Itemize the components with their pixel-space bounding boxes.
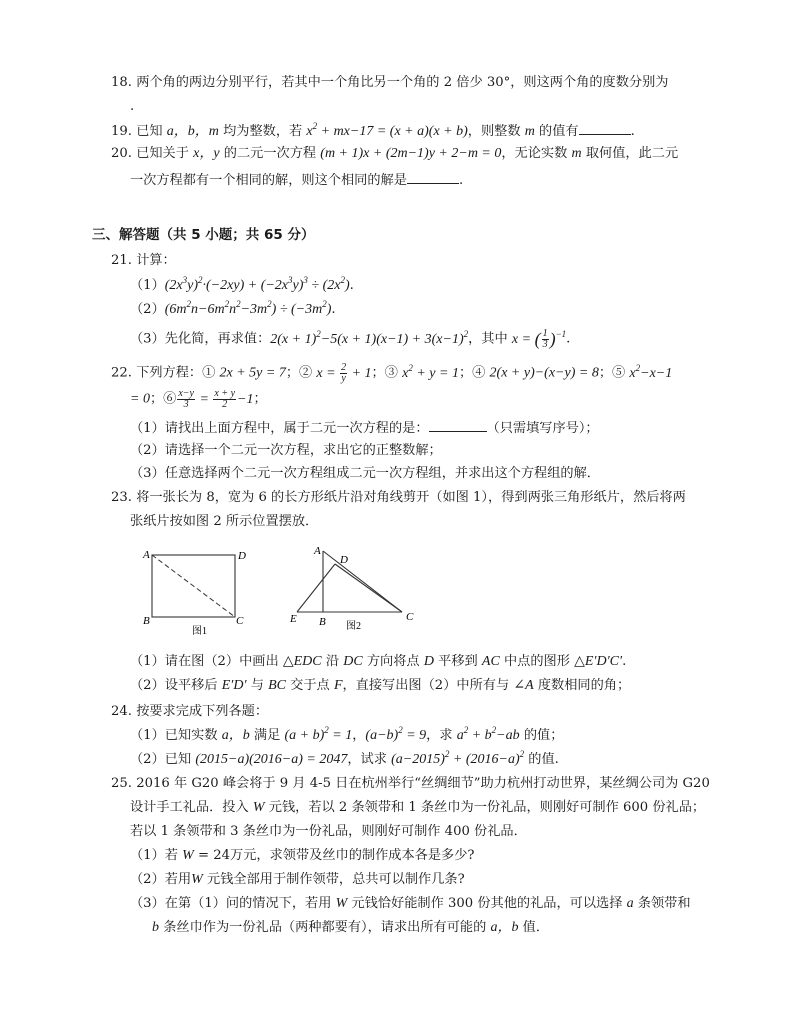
- q21-end: .: [349, 278, 354, 293]
- q20-text: 已知关于: [136, 146, 194, 161]
- q25-text: 元钱全部用于制作领带，总共可以制作几条?: [202, 872, 465, 887]
- q25-text: 条领带和: [633, 896, 691, 911]
- q25-part1: [130, 847, 475, 865]
- q25-text: 值．: [518, 920, 550, 935]
- q25-part3-line2: [152, 919, 549, 937]
- q22-circle-num: ②: [299, 365, 313, 381]
- q21-end: .: [566, 331, 571, 347]
- q25-text: 元钱，若以 2 条领带和 1 条丝巾为一份礼品，则刚好可制作 600 份礼品；: [264, 800, 706, 815]
- fig1-label-c: C: [236, 615, 244, 627]
- q20-text: 的二元一次方程: [219, 146, 321, 161]
- fig2-label-a: A: [314, 545, 321, 557]
- q24-text: （1）已知实数: [130, 728, 222, 743]
- q22-line1: [111, 363, 672, 384]
- q18-number: 18.: [111, 75, 132, 90]
- q22-eq4: 2(x + y)−(x−y) = 8: [489, 365, 599, 381]
- q23-text: 方向将点: [362, 654, 424, 669]
- q23-text: 将一张长为 8，宽为 6 的长方形纸片沿对角线剪开（如图 1），得到两张三角形纸片，然后将两: [136, 490, 686, 505]
- fig2-label-d: D: [340, 554, 348, 566]
- q23-math: F: [333, 678, 343, 693]
- q23-part2: [130, 677, 630, 695]
- q23-math: D: [423, 654, 434, 669]
- q21-expr2: $(6m^2n-6m^2n^2-3m^2) \div (-3m^2)$: [164, 299, 332, 317]
- q22-sep: ；: [458, 365, 473, 381]
- q23-line2: 张纸片按如图 2 所示位置摆放．: [130, 514, 319, 529]
- q23-math: △E′D′C′: [574, 654, 623, 669]
- q22-circle-num: ⑥: [163, 391, 177, 407]
- q21-part3: [130, 329, 570, 350]
- q20-vars: x，y: [193, 146, 220, 161]
- q24-title: [111, 703, 268, 721]
- q22-sep: ；: [253, 391, 267, 407]
- q22-part2: （2）请选择一个二元一次方程，求出它的正整数解；: [130, 443, 442, 458]
- q22-answer-blank[interactable]: [429, 418, 487, 432]
- q22-text: 下列方程：: [136, 365, 203, 381]
- q19-text: 均为整数，若: [218, 124, 307, 139]
- q20-answer-blank[interactable]: [407, 170, 459, 184]
- q20-line2: [130, 170, 463, 190]
- q24-text: 按要求完成下列各题：: [136, 704, 269, 719]
- fig2-side-ed: [297, 564, 335, 612]
- q21-text: ，其中: [468, 331, 512, 347]
- fig1-label-a: A: [143, 549, 150, 561]
- q25-text: 元钱恰好能制作 300 份其他的礼品，可以选择: [347, 896, 627, 911]
- q23-math: BC: [268, 678, 286, 693]
- q22-sep: ；: [285, 365, 300, 381]
- q21-part-label: （2）: [130, 302, 165, 317]
- q23-text: （2）设平移后: [130, 678, 222, 693]
- q21-part-label: （3）先化简，再求值：: [130, 331, 271, 347]
- q23-math: △EDC: [282, 654, 322, 669]
- q25-math: b: [152, 920, 159, 935]
- q19: [111, 121, 635, 141]
- q19-vars: a，b，m: [166, 124, 219, 139]
- q19-var: m: [524, 124, 535, 139]
- q22-part-text: （只需填写序号）；: [486, 421, 599, 436]
- q23-math: AC: [481, 654, 500, 669]
- q22-eq5a: $x^2-x-1$: [629, 362, 673, 381]
- figure-2: [289, 545, 414, 632]
- q22-number: 22.: [111, 365, 132, 381]
- q23-end: .: [622, 654, 627, 669]
- q23-line1: [111, 489, 686, 507]
- q22-eq6: $\frac{x-y}{3}$ = $\frac{x + y}{2}$ −1: [178, 388, 254, 410]
- q18-end: .: [130, 99, 135, 114]
- q20-text: 取何值，此二元: [581, 146, 679, 161]
- figure-1: [142, 549, 246, 637]
- q24-part2: [130, 751, 559, 769]
- q20-text: 一次方程都有一个相同的解，则这个相同的解是: [130, 173, 407, 188]
- q24-text: 满足: [249, 728, 285, 743]
- q25-text: 2016 年 G20 峰会将于 9 月 4-5 日在杭州举行“丝绸细节”助力杭州打动世界，某丝绸公司为 G20: [136, 776, 710, 791]
- q23-text: 平移到: [433, 654, 482, 669]
- q23-text: （1）请在图（2）中画出: [130, 654, 283, 669]
- q23-math: ∠A: [513, 678, 534, 693]
- fig2-side-dc: [335, 564, 402, 612]
- fig2-label-e: E: [290, 613, 297, 625]
- q25-text: = 24万元，求领带及丝巾的制作成本各是多少?: [193, 848, 475, 863]
- q22-circle-num: ①: [202, 365, 216, 381]
- fig1-diagonal: [152, 555, 235, 617]
- q22-eq5b: = 0: [130, 391, 150, 407]
- q22-part-text: （1）请找出上面方程中，属于二元一次方程的是：: [130, 421, 429, 436]
- q24-text: ，求: [426, 728, 457, 743]
- fig1-caption: 图1: [192, 626, 207, 637]
- q24-eq3: (2015−a)(2016−a) = 2047: [195, 752, 348, 767]
- q25-math: W: [182, 848, 194, 863]
- q25-math: a: [626, 896, 634, 911]
- q19-answer-blank[interactable]: [579, 121, 631, 135]
- q22-circle-num: ④: [472, 365, 486, 381]
- q24-math: a，b: [221, 728, 250, 743]
- q23-text: 中点的图形: [499, 654, 575, 669]
- q23-text: 沿: [321, 654, 344, 669]
- q25-line2: [130, 799, 705, 817]
- q19-end: .: [630, 124, 635, 139]
- fig2-caption: 图2: [346, 621, 361, 632]
- q19-text: ，则整数: [467, 124, 525, 139]
- q21-part-label: （1）: [130, 278, 165, 293]
- q19-number: 19.: [111, 124, 132, 139]
- q22-eq3: $x^2 + y = 1$: [402, 362, 459, 381]
- q23-text: 交于点: [285, 678, 334, 693]
- q20-end: .: [458, 173, 464, 188]
- q25-line3: 若以 1 条领带和 3 条丝巾为一份礼品，则刚好可制作 400 份礼品．: [130, 824, 527, 839]
- q24-eq2: $(a-b)^2 = 9$: [365, 725, 427, 743]
- q22-eq1: 2x + 5y = 7: [219, 365, 286, 381]
- q21-number: 21.: [111, 253, 132, 268]
- q23-math: DC: [343, 654, 363, 669]
- q22-part1: [130, 418, 599, 438]
- q24-eq1: $(a + b)^2 = 1$: [284, 725, 353, 743]
- fig1-label-d: D: [238, 550, 246, 562]
- q23-figures: [130, 538, 430, 638]
- q25-part3: [130, 895, 691, 913]
- q19-text: 已知: [136, 124, 167, 139]
- q23-text: 与: [246, 678, 269, 693]
- q25-text: 设计手工礼品．投入: [130, 800, 253, 815]
- q25-text: （3）在第（1）问的情况下，若用: [130, 896, 336, 911]
- q22-line2: [130, 389, 267, 410]
- q24-text: 的值；: [519, 728, 564, 743]
- q25-text: （1）若: [130, 848, 183, 863]
- fig1-label-b: B: [143, 615, 150, 627]
- fig2-label-b: B: [319, 616, 326, 628]
- q23-math: E′D′: [221, 678, 247, 693]
- q23-text: 度数相同的角；: [533, 678, 631, 693]
- q24-text: ，: [352, 728, 366, 743]
- q23-number: 23.: [111, 490, 132, 505]
- q25-number: 25.: [111, 776, 132, 791]
- q18-line1: [111, 74, 668, 92]
- fig2-label-c: C: [406, 611, 414, 623]
- q21-expr1: $(2x^3y)^2\cdot(-2xy) + (-2x^3y)^3 \div (2x^2)$: [164, 275, 350, 293]
- q24-text: 的值.: [524, 752, 559, 767]
- q18-text: 两个角的两边分别平行，若其中一个角比另一个角的 2 倍少 30°，则这两个角的度数分别为: [136, 75, 669, 90]
- q23-text: ，直接写出图（2）中所有与: [342, 678, 514, 693]
- q22-sep: ；: [149, 391, 164, 407]
- q25-part2: [130, 871, 465, 889]
- q21-title: [111, 252, 176, 270]
- q20-var: m: [571, 146, 582, 161]
- q24-number: 24.: [111, 704, 132, 719]
- q25-math: a，b: [490, 920, 519, 935]
- q24-text: ，试求: [347, 752, 392, 767]
- q19-equation: $x^2 + mx-17 = (x + a)(x + b)$: [306, 121, 468, 139]
- q21-part2: [130, 301, 336, 319]
- q21-value: x = ( $\frac{1}{3}$ )$^{-1}$: [511, 328, 567, 350]
- q22-eq2: x = $\frac{2}{y}$ + 1: [316, 362, 372, 384]
- q24-expr2: $(a-2015)^2 + (2016-a)^2$: [391, 749, 525, 767]
- q20-equation: (m + 1)x + (2m−1)y + 2−m = 0: [320, 146, 502, 161]
- q18-line2: [130, 98, 134, 116]
- q20-number: 20.: [111, 146, 132, 161]
- q25-math: W: [191, 872, 203, 887]
- q25-line1: [111, 775, 710, 793]
- q25-math: W: [335, 896, 348, 911]
- q20-text: ，无论实数: [501, 146, 572, 161]
- q24-text: （2）已知: [130, 752, 196, 767]
- q21-text: 计算：: [136, 253, 176, 268]
- q24-expr: $a^2 + b^2-ab$: [456, 725, 520, 743]
- q20-line1: [111, 145, 678, 163]
- q25-text: （2）若用: [130, 872, 192, 887]
- q21-end: .: [331, 302, 336, 317]
- q21-expr3: $2(x + 1)^2-5(x + 1)(x-1) + 3(x-1)^2$: [270, 328, 469, 347]
- q25-math: W: [252, 800, 265, 815]
- q22-part3: （3）任意选择两个二元一次方程组成二元一次方程组，并求出这个方程组的解．: [130, 466, 600, 481]
- q23-part1: [130, 653, 626, 671]
- q22-circle-num: ③: [384, 365, 398, 381]
- q25-text: 条丝巾作为一份礼品（两种都要有），请求出所有可能的: [159, 920, 491, 935]
- q24-part1: [130, 727, 563, 745]
- q22-circle-num: ⑤: [612, 365, 626, 381]
- q22-sep: ；: [598, 365, 613, 381]
- q19-text: 的值有: [534, 124, 579, 139]
- q22-sep: ；: [371, 365, 385, 381]
- q21-part1: [130, 277, 354, 295]
- section-title: 三、解答题（共 5 小题；共 65 分）: [92, 227, 315, 243]
